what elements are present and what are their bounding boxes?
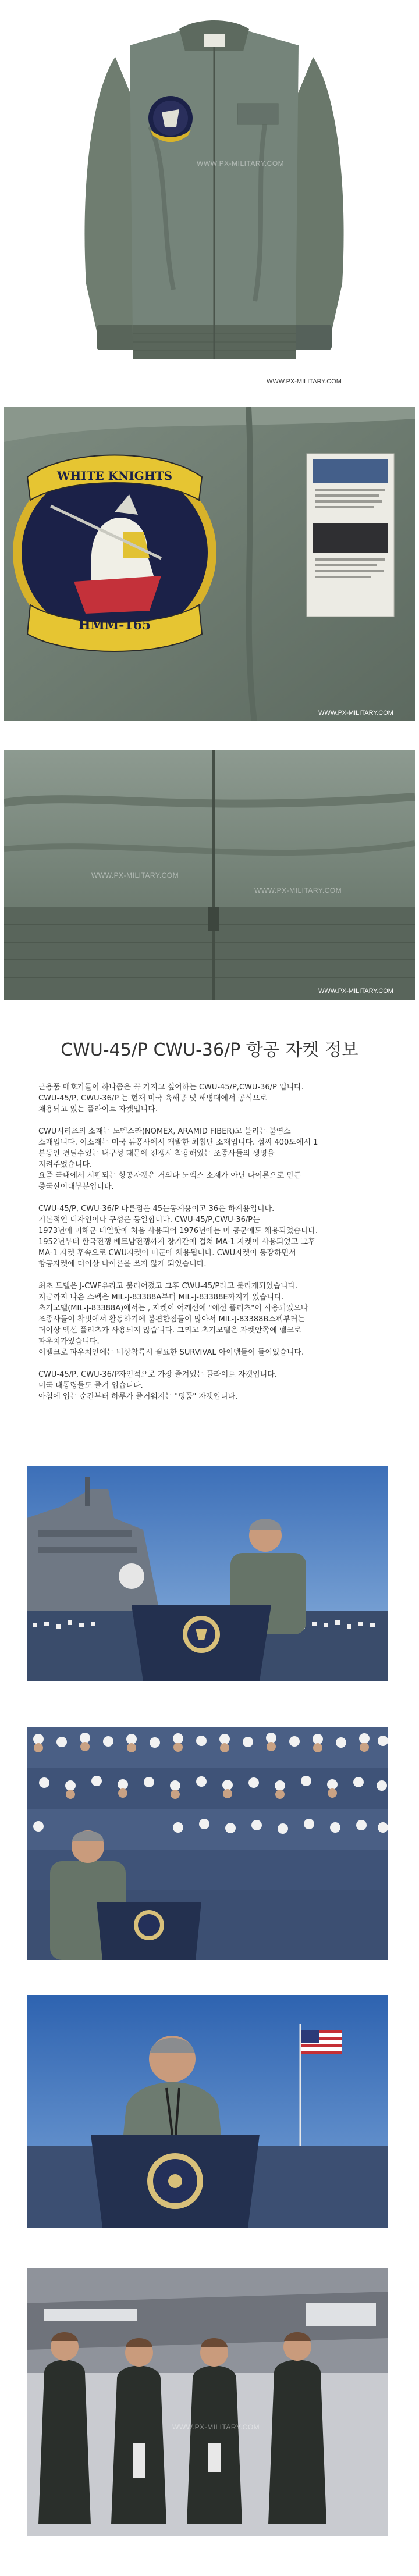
article-line: CWU-45/P, CWU-36/P자인적으로 가장 즐겨있는 플라이트 자켓입니다. — [38, 1370, 277, 1379]
article-line: 이펠크로 파우치안에는 비상착륙시 필요한 SURVIVAL 아이템들이 들어있습니다. — [38, 1348, 304, 1357]
ghost-watermark: WWW.PX-MILITARY.COM — [91, 871, 179, 879]
patch-closeup-photo — [4, 407, 415, 721]
article-line: 1952년부터 한국전쟁 베트남전쟁까지 장기간에 걸쳐 MA-1 자켓이 사용되었고 그후 — [38, 1238, 315, 1246]
ghost-watermark: WWW.PX-MILITARY.COM — [197, 159, 285, 168]
site-watermark: WWW.PX-MILITARY.COM — [318, 710, 393, 717]
sailors-crowd-photo — [27, 1727, 388, 1960]
waistband-closeup-photo — [4, 750, 415, 1000]
article-line: 최초 모델은 J-CWF유라고 불리어졌고 그후 CWU-45/P라고 불리게되었습니다. — [38, 1282, 298, 1291]
article-line: 분동안 견딜수있는 내구성 때문에 전쟁시 착용해있는 조종사들의 생명을 — [38, 1149, 275, 1158]
article-paragraph — [38, 1369, 388, 1402]
article-line: CWU시리즈의 소재는 노멕스라(NOMEX, ARAMID FIBER)고 불리는 불연소 — [38, 1127, 291, 1136]
article-line: MA-1 자켓 후속으로 CWU자켓이 미군에 채용됩니다. CWU자켓이 등장하면서 — [38, 1249, 296, 1257]
article-line: CWU-45/P, CWU-36/P 는 현재 미국 육해공 및 해병대에서 공식으로 — [38, 1094, 268, 1103]
pilots-group-photo — [27, 2268, 388, 2536]
ghost-watermark: WWW.PX-MILITARY.COM — [172, 2423, 260, 2431]
article-paragraph — [38, 1203, 388, 1270]
podium-flag-photo — [27, 1995, 388, 2228]
article-line: 중국산이대부분입니다. — [38, 1182, 114, 1191]
article-line: 항공자켓에 더이상 나이론을 쓰지 않게 되었습니다. — [38, 1260, 207, 1269]
site-watermark: WWW.PX-MILITARY.COM — [267, 378, 342, 385]
patch-top-text: WHITE KNIGHTS — [56, 469, 173, 483]
article-body — [38, 1082, 388, 1413]
article-line: 기본적인 디자인이나 구성은 동일합니다. CWU-45/P,CWU-36/P는 — [38, 1216, 260, 1224]
article-paragraph — [38, 1281, 388, 1358]
ship-podium-photo — [27, 1466, 388, 1681]
article-line: 아침에 입는 순간부터 하루가 즐거워지는 "명품" 자켓입니다. — [38, 1392, 238, 1401]
article-title: CWU-45/P CWU-36/P 항공 자켓 정보 — [61, 1040, 358, 1060]
article-paragraph — [38, 1126, 388, 1192]
article-line: 파우치가있습니다. — [38, 1337, 100, 1346]
site-watermark: WWW.PX-MILITARY.COM — [318, 988, 393, 995]
article-line: 군용품 매호가들이 하나쯤은 꼭 가지고 싶어하는 CWU-45/P,CWU-36/P 입니다. — [38, 1083, 304, 1092]
article-line: 더이상 엑선 플리츠가 사용되지 않습니다. 그리고 초기모델은 자켓안쪽에 펠크로 — [38, 1326, 301, 1335]
patch-bottom-text: HMM-165 — [78, 618, 151, 633]
article-line: 지금까지 나온 스펙은 MIL-J-83388A부터 MIL-J-83388E까지가 있습니다. — [38, 1293, 284, 1302]
article-line: 요즘 국내에서 시판되는 항공자켓은 거의다 노멕스 소재가 아닌 나이론으로 만든 — [38, 1171, 301, 1180]
article-line: 지켜주었습니다. — [38, 1160, 93, 1169]
article-line: CWU-45/P, CWU-36/P 다른점은 45는동계용이고 36은 하계용입니다. — [38, 1205, 275, 1213]
article-line: 조종사들이 착빗에서 활동하기에 불편한점들이 많아서 MIL-J-83388B스펙부터는 — [38, 1315, 306, 1324]
article-line: 소재입니다. 이소재는 미국 듀퐁사에서 개발한 최첨단 소재입니다. 섭씨 400도에서 1 — [38, 1138, 318, 1147]
article-line: 채용되고 있는 플라이트 자켓입니다. — [38, 1105, 158, 1114]
article-line: 미국 대통령들도 즐겨 입습니다. — [38, 1381, 143, 1390]
article-line: 초기모델(MIL-J-83388A)에서는 , 자켓이 어께선에 "에선 플리츠"이 사용되었으나 — [38, 1304, 308, 1313]
article-line: 1973년에 미해군 테일핫에 처음 사용되어 1976년에는 미 공군에도 채용되었습니다. — [38, 1227, 318, 1235]
ghost-watermark: WWW.PX-MILITARY.COM — [254, 886, 342, 895]
jacket-front-photo — [74, 10, 354, 394]
article-paragraph — [38, 1082, 388, 1115]
